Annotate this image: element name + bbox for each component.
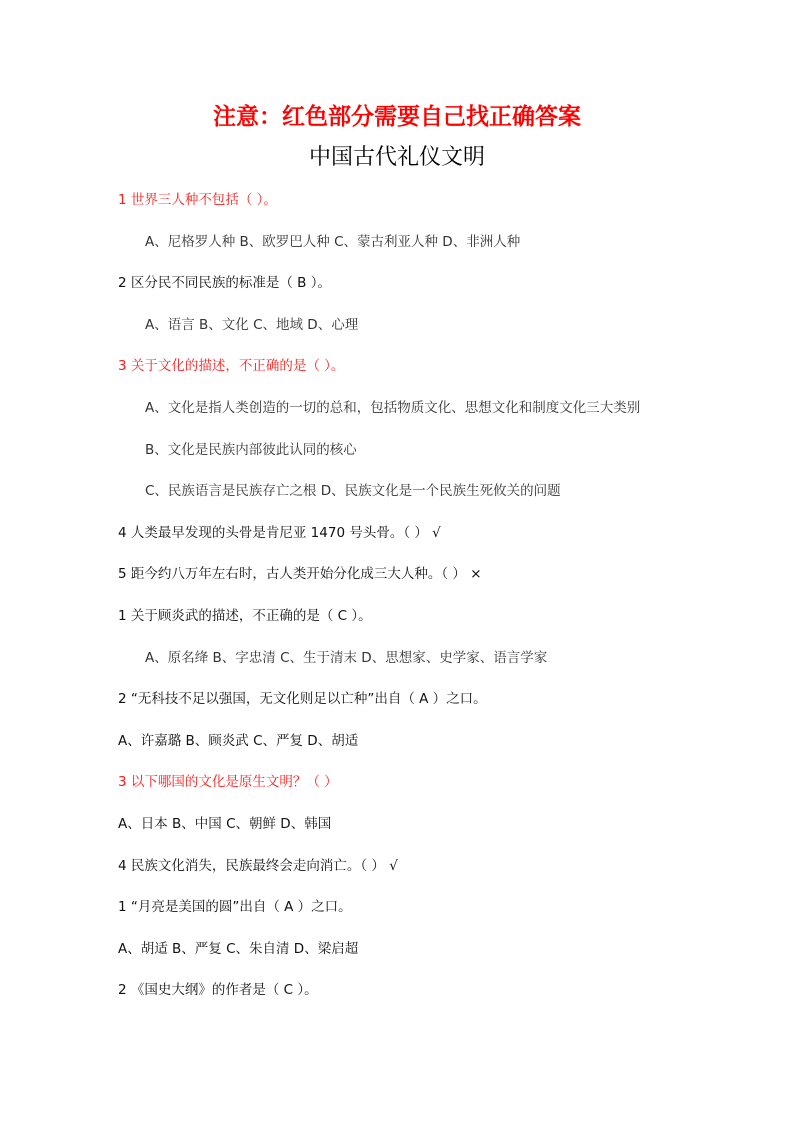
question-line: 4 民族文化消失，民族最终会走向消亡。（ ） √ — [118, 857, 398, 874]
question-line: 2 《国史大纲》的作者是（ C ）。 — [118, 982, 318, 999]
answer-options: B、文化是民族内部彼此认同的核心 — [145, 441, 357, 458]
question-line: 1 世界三人种不包括（ ）。 — [118, 192, 277, 208]
question-line: 2 区分民不同民族的标准是（ B ）。 — [118, 275, 331, 292]
answer-options: A、文化是指人类创造的一切的总和，包括物质文化、思想文化和制度文化三大类别 — [145, 400, 641, 416]
notice-heading: 注意：红色部分需要自己找正确答案 — [213, 103, 581, 130]
question-line: 4 人类最早发现的头骨是肯尼亚 1470 号头骨。（ ） √ — [118, 524, 441, 541]
answer-options: C、民族语言是民族存亡之根 D、民族文化是一个民族生死攸关的问题 — [145, 483, 561, 500]
question-line: A、许嘉璐 B、顾炎武 C、严复 D、胡适 — [118, 732, 359, 749]
question-line: 1 “月亮是美国的圆”出自（ A ）之口。 — [118, 899, 352, 916]
page-title: 中国古代礼仪文明 — [308, 145, 485, 170]
question-line: A、胡适 B、严复 C、朱自清 D、梁启超 — [118, 940, 359, 957]
answer-options: A、原名绛 B、字忠清 C、生于清末 D、思想家、史学家、语言学家 — [145, 649, 548, 666]
answer-options: A、尼格罗人种 B、欧罗巴人种 C、蒙古利亚人种 D、非洲人种 — [145, 233, 521, 250]
question-line: 3 以下哪国的文化是原生文明？（ ） — [118, 774, 338, 791]
question-line: A、日本 B、中国 C、朝鲜 D、韩国 — [118, 816, 332, 832]
answer-options: A、语言 B、文化 C、地域 D、心理 — [145, 316, 359, 333]
question-line: 2 “无科技不足以强国，无文化则足以亡种”出自（ A ）之口。 — [118, 691, 487, 708]
question-line: 5 距今约八万年左右时，古人类开始分化成三大人种。（ ） × — [118, 566, 482, 583]
question-line: 3 关于文化的描述，不正确的是（ ）。 — [118, 358, 345, 375]
question-line: 1 关于顾炎武的描述，不正确的是（ C ）。 — [118, 608, 372, 624]
